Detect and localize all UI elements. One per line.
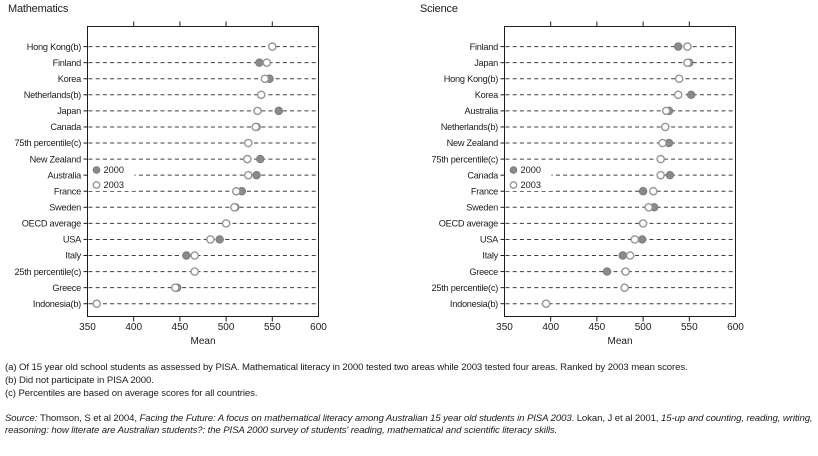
x-tick-label: 600 <box>727 322 744 333</box>
row-label: Finland <box>52 57 81 68</box>
row-label: New Zealand <box>446 138 498 149</box>
row-label: Australia <box>464 106 498 117</box>
dot-2000 <box>253 171 261 179</box>
dot-2003 <box>640 220 647 227</box>
science-panel <box>408 0 818 356</box>
x-tick-label: 450 <box>171 322 189 333</box>
dot-2003 <box>627 252 634 259</box>
row-label: Canada <box>467 170 498 181</box>
dot-2003 <box>662 123 669 130</box>
dot-2003 <box>684 59 691 66</box>
dot-2003 <box>631 236 638 243</box>
dot-2000 <box>275 107 283 115</box>
row-label: Greece <box>52 282 81 293</box>
dot-2003 <box>245 139 252 146</box>
dot-2000 <box>256 59 264 67</box>
dot-2003 <box>231 204 238 211</box>
dot-2003 <box>93 300 100 307</box>
row-label: Japan <box>474 57 498 68</box>
dot-2003 <box>207 236 214 243</box>
legend-label: 2000 <box>520 165 541 176</box>
source-segment: Thomson, S et al 2004, <box>39 413 140 424</box>
x-tick-label: 550 <box>263 322 281 333</box>
row-label: OECD average <box>21 218 81 229</box>
legend-filled-dot-icon <box>510 167 517 174</box>
dot-2003 <box>542 300 549 307</box>
mathematics-title: Mathematics <box>8 3 69 15</box>
row-label: Sweden <box>49 202 81 213</box>
legend-label: 2000 <box>103 165 124 176</box>
source-segment: Source: <box>5 413 40 424</box>
dot-2003 <box>261 75 268 82</box>
dot-2000 <box>687 91 695 99</box>
mathematics-panel <box>0 0 409 356</box>
footnote-c: (c) Percentiles are based on average scores for all countries. <box>5 388 258 399</box>
x-tick-label: 600 <box>310 322 327 333</box>
dot-2003 <box>676 75 683 82</box>
footnotes <box>5 361 815 400</box>
dot-2003 <box>263 59 270 66</box>
dot-2003 <box>245 172 252 179</box>
row-label: Finland <box>469 41 498 52</box>
footnote-a: (a) Of 15 year old school students as assessed by PISA. Mathematical literacy in 2000 tested two areas while 2003 tested four areas. Ranked by 2003 mean scores. <box>5 362 688 373</box>
x-tick-label: 450 <box>588 322 606 333</box>
dot-2003 <box>622 268 629 275</box>
dot-2003 <box>254 107 261 114</box>
legend-filled-dot-icon <box>93 167 100 174</box>
row-label: Canada <box>50 122 81 133</box>
x-tick-label: 350 <box>496 322 513 333</box>
dot-2003 <box>258 91 265 98</box>
dot-2000 <box>603 268 611 276</box>
row-label: Greece <box>469 266 498 277</box>
dot-2000 <box>216 236 224 244</box>
x-tick-label: 500 <box>217 322 235 333</box>
science-chart <box>408 0 818 356</box>
row-label: Italy <box>65 250 81 261</box>
row-label: 75th percentile(c) <box>14 138 81 149</box>
row-label: Indonesia(b) <box>32 298 81 309</box>
x-axis-label: Mean <box>607 336 633 347</box>
dot-2000 <box>256 155 264 163</box>
x-tick-label: 350 <box>79 322 96 333</box>
x-tick-label: 400 <box>125 322 143 333</box>
dot-2003 <box>252 123 259 130</box>
dot-2003 <box>650 188 657 195</box>
dot-2000 <box>639 187 647 195</box>
science-title: Science <box>420 3 458 15</box>
dot-2003 <box>675 91 682 98</box>
row-label: Netherlands(b) <box>23 90 81 101</box>
row-label: France <box>470 186 498 197</box>
dot-2003 <box>657 155 664 162</box>
source-segment: Facing the Future: A focus on mathematical literacy among Australian 15 year old students in PISA 2003 <box>139 413 572 424</box>
dot-2003 <box>684 43 691 50</box>
x-tick-label: 500 <box>634 322 652 333</box>
row-label: New Zealand <box>29 154 81 165</box>
row-label: Australia <box>47 170 81 181</box>
dot-2000 <box>674 43 682 51</box>
dot-2003 <box>621 284 628 291</box>
row-label: Netherlands(b) <box>440 122 498 133</box>
row-label: USA <box>479 234 498 245</box>
source-citation <box>5 413 813 437</box>
row-label: Hong Kong(b) <box>26 41 81 52</box>
legend-label: 2003 <box>103 180 124 191</box>
dot-2003 <box>233 188 240 195</box>
footnote-b: (b) Did not participate in PISA 2000. <box>5 375 154 386</box>
dot-2000 <box>619 252 627 260</box>
dot-2003 <box>172 284 179 291</box>
x-tick-label: 400 <box>542 322 560 333</box>
legend-open-dot-icon <box>93 182 99 188</box>
row-label: 25th percentile(c) <box>14 266 81 277</box>
row-label: France <box>53 186 81 197</box>
dot-2003 <box>191 252 198 259</box>
dot-2003 <box>191 268 198 275</box>
row-label: Indonesia(b) <box>449 298 498 309</box>
row-label: Italy <box>482 250 498 261</box>
dot-2003 <box>269 43 276 50</box>
dot-2000 <box>183 252 191 260</box>
legend-label: 2003 <box>520 180 541 191</box>
legend-open-dot-icon <box>510 182 516 188</box>
dot-2003 <box>657 172 664 179</box>
dot-2003 <box>663 107 670 114</box>
dot-2003 <box>223 220 230 227</box>
x-axis-label: Mean <box>190 336 216 347</box>
dot-2003 <box>645 204 652 211</box>
row-label: Japan <box>57 106 81 117</box>
dot-2003 <box>659 139 666 146</box>
source-segment: 15-up and counting, reading, writing, reasoning: how literate are Australian students?: the PISA 2000 survey of students' reading, mathematical and scientific literacy skills. <box>5 413 813 436</box>
row-label: Sweden <box>466 202 498 213</box>
dot-2000 <box>666 171 674 179</box>
mathematics-chart <box>0 0 409 356</box>
row-label: OECD average <box>438 218 498 229</box>
dot-2003 <box>244 155 251 162</box>
row-label: 75th percentile(c) <box>431 154 498 165</box>
row-label: Korea <box>57 73 81 84</box>
source-segment: . Lokan, J et al 2001, <box>571 413 661 424</box>
row-label: Hong Kong(b) <box>443 73 498 84</box>
row-label: 25th percentile(c) <box>431 282 498 293</box>
row-label: USA <box>62 234 81 245</box>
row-label: Korea <box>474 90 498 101</box>
x-tick-label: 550 <box>680 322 698 333</box>
dot-2000 <box>638 236 646 244</box>
